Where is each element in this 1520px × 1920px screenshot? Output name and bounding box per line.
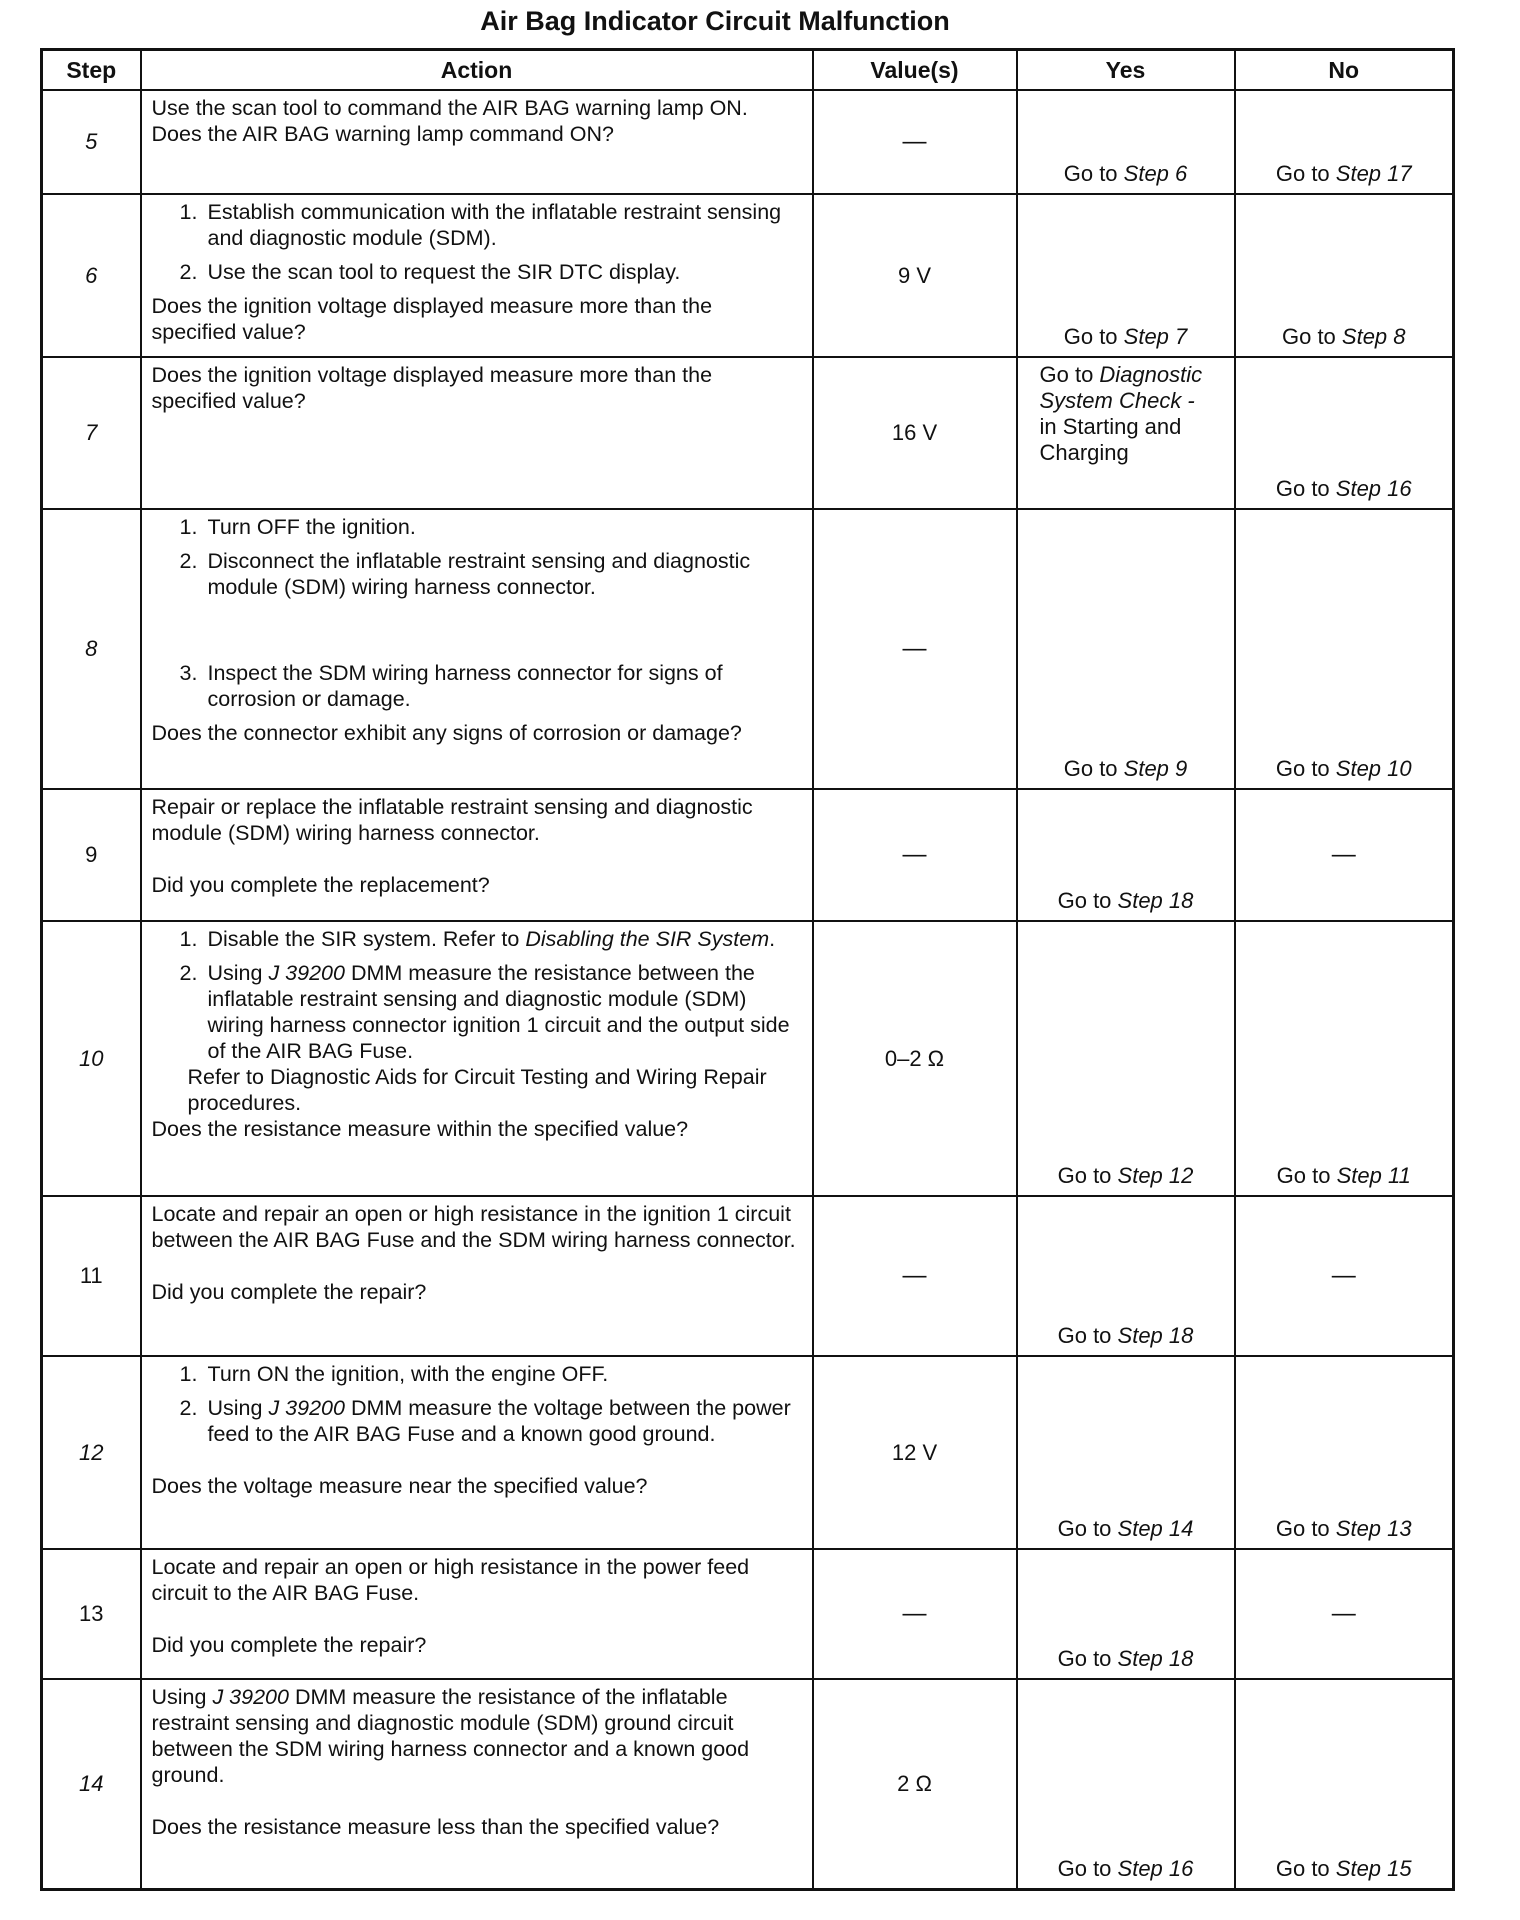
action-text: Using J 39200 DMM measure the resistance of the inflatable restraint sensing and diagnostic module (SDM) ground circuit between the SDM wiring harness connector and a known good ground. <box>151 1685 750 1787</box>
yes-cell: Go to Step 12 <box>1017 921 1235 1196</box>
action-question: Did you complete the repair? <box>151 1280 427 1304</box>
action-cell <box>141 509 813 789</box>
step-number: 6 <box>42 194 141 357</box>
yes-cell: Go to Step 14 <box>1017 1356 1235 1549</box>
header-step: Step <box>42 50 141 91</box>
value-cell: — <box>813 509 1017 789</box>
yes-cell: Go to Step 16 <box>1017 1679 1235 1889</box>
page-title: Air Bag Indicator Circuit Malfunction <box>480 6 950 36</box>
header-row <box>42 50 1454 91</box>
action-cell <box>141 1549 813 1679</box>
table-row <box>42 194 1454 357</box>
action-cell <box>141 921 813 1196</box>
yes-cell: Go to Step 18 <box>1017 1196 1235 1356</box>
table-row <box>42 1679 1454 1889</box>
action-item: 2. Use the scan tool to request the SIR DTC display. <box>179 260 681 284</box>
header-no: No <box>1235 50 1454 91</box>
no-cell: Go to Step 8 <box>1235 194 1454 357</box>
action-note: Refer to Diagnostic Aids for Circuit Testing and Wiring Repair procedures. <box>187 1065 767 1115</box>
action-cell <box>141 789 813 921</box>
header-values: Value(s) <box>813 50 1017 91</box>
action-text: Use the scan tool to command the AIR BAG warning lamp ON. <box>151 96 748 120</box>
no-cell: Go to Step 15 <box>1235 1679 1454 1889</box>
value-cell: 2 Ω <box>813 1679 1017 1889</box>
action-question: Does the resistance measure within the specified value? <box>151 1117 689 1141</box>
value-cell: — <box>813 1196 1017 1356</box>
action-item: 1. Turn ON the ignition, with the engine OFF. <box>179 1362 609 1386</box>
yes-cell: Go to Step 18 <box>1017 789 1235 921</box>
header-action: Action <box>141 50 813 91</box>
action-cell <box>141 1196 813 1356</box>
action-item: 1. Turn OFF the ignition. <box>179 515 416 539</box>
action-question: Does the AIR BAG warning lamp command ON? <box>151 122 614 146</box>
action-question: Did you complete the repair? <box>151 1633 427 1657</box>
action-text: Locate and repair an open or high resistance in the ignition 1 circuit between the AIR BAG Fuse and the SDM wiring harness connector. <box>151 1202 796 1252</box>
no-cell: — <box>1235 1549 1454 1679</box>
action-item: 2. Using J 39200 DMM measure the voltage between the power feed to the AIR BAG Fuse and a known good ground. <box>179 1396 791 1446</box>
no-cell: Go to Step 16 <box>1235 357 1454 509</box>
yes-cell: Go to Step 18 <box>1017 1549 1235 1679</box>
header-yes: Yes <box>1017 50 1235 91</box>
value-cell: 16 V <box>813 357 1017 509</box>
yes-cell: Go to Step 7 <box>1017 194 1235 357</box>
step-number: 9 <box>42 789 141 921</box>
yes-cell: Go to Step 9 <box>1017 509 1235 789</box>
yes-cell: Go to Diagnostic System Check - in Starting and Charging <box>1017 357 1235 509</box>
no-cell: — <box>1235 1196 1454 1356</box>
step-number: 8 <box>42 509 141 789</box>
no-cell: Go to Step 17 <box>1235 90 1454 194</box>
action-question: Does the ignition voltage displayed measure more than the specified value? <box>151 363 713 413</box>
action-text: Repair or replace the inflatable restraint sensing and diagnostic module (SDM) wiring harness connector. <box>151 795 753 845</box>
action-cell <box>141 357 813 509</box>
action-item: 3. Inspect the SDM wiring harness connector for signs of corrosion or damage. <box>179 661 723 711</box>
table-row <box>42 1196 1454 1356</box>
value-cell: — <box>813 90 1017 194</box>
action-question: Does the voltage measure near the specified value? <box>151 1474 648 1498</box>
diagnostic-table <box>40 48 1455 1891</box>
no-cell: — <box>1235 789 1454 921</box>
table-row <box>42 921 1454 1196</box>
step-number: 10 <box>42 921 141 1196</box>
table-row <box>42 789 1454 921</box>
step-number: 13 <box>42 1549 141 1679</box>
action-item: 1. Establish communication with the inflatable restraint sensing and diagnostic module (SDM). <box>179 200 782 250</box>
value-cell: 12 V <box>813 1356 1017 1549</box>
step-number: 12 <box>42 1356 141 1549</box>
step-number: 5 <box>42 90 141 194</box>
step-number: 11 <box>42 1196 141 1356</box>
table-row <box>42 90 1454 194</box>
action-item: 1. Disable the SIR system. Refer to Disabling the SIR System. <box>179 927 776 951</box>
step-number: 14 <box>42 1679 141 1889</box>
action-question: Does the connector exhibit any signs of corrosion or damage? <box>151 721 742 745</box>
action-cell <box>141 194 813 357</box>
action-question: Does the ignition voltage displayed measure more than the specified value? <box>151 294 713 344</box>
no-cell: Go to Step 13 <box>1235 1356 1454 1549</box>
action-cell <box>141 1356 813 1549</box>
action-cell <box>141 90 813 194</box>
value-cell: 9 V <box>813 194 1017 357</box>
value-cell: 0–2 Ω <box>813 921 1017 1196</box>
table-row <box>42 357 1454 509</box>
table-row <box>42 1356 1454 1549</box>
value-cell: — <box>813 1549 1017 1679</box>
no-cell: Go to Step 11 <box>1235 921 1454 1196</box>
action-item: 2. Disconnect the inflatable restraint sensing and diagnostic module (SDM) wiring harness connector. <box>179 549 751 599</box>
action-text: Locate and repair an open or high resistance in the power feed circuit to the AIR BAG Fuse. <box>151 1555 750 1605</box>
action-item: 2. Using J 39200 DMM measure the resistance between the inflatable restraint sensing and diagnostic module (SDM) wiring harness connector ignition 1 circuit and the output side of the AIR BAG Fuse. <box>179 961 790 1063</box>
value-cell: — <box>813 789 1017 921</box>
action-cell <box>141 1679 813 1889</box>
yes-cell: Go to Step 6 <box>1017 90 1235 194</box>
no-cell: Go to Step 10 <box>1235 509 1454 789</box>
action-question: Does the resistance measure less than the specified value? <box>151 1815 720 1839</box>
table-row <box>42 1549 1454 1679</box>
action-question: Did you complete the replacement? <box>151 873 490 897</box>
step-number: 7 <box>42 357 141 509</box>
table-row <box>42 509 1454 789</box>
